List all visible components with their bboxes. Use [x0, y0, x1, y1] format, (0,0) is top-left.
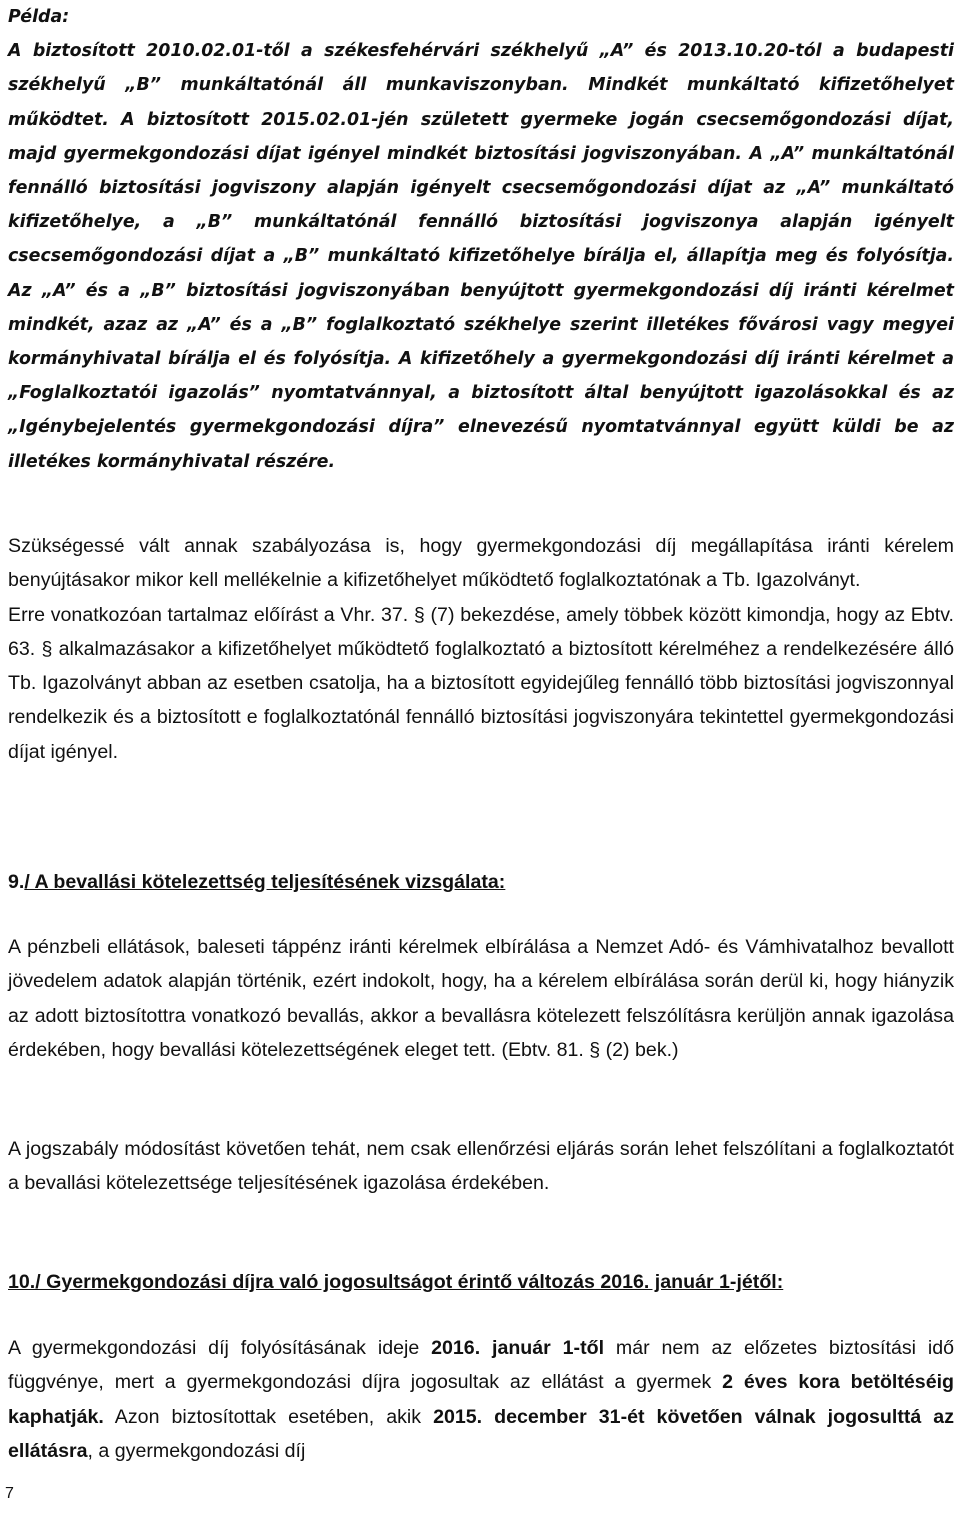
section-tb-igazolvany: [8, 529, 954, 769]
s10-text-2: már nem az előzetes biztosítási idő függvénye, mert a gyermekgondozási díjra jogosultak az ellátást a gyermek: [8, 1337, 954, 1394]
section-10-title: 10./ Gyermekgondozási díjra való jogosultságot érintő változás 2016. január 1-jétől:: [8, 1271, 784, 1293]
section-9-heading: [8, 865, 954, 899]
example-text: A biztosított 2010.02.01-től a székesfehérvári székhelyű „A” és 2013.10.20-tól a budapesti székhelyű „B” munkáltatónál áll munkaviszonyban. Mindkét munkáltató kifizetőhelyet működtet. A biztosított 2015.02.01-jén született gyermeke jogán csecsemőgondozási díjat, majd gyermekgondozási díjat igényel mindkét biztosítási jogviszonyában. A „A” munkáltatónál fennálló biztosítási jogviszony alapján igényelt csecsemőgondozási díjat az „A” munkáltató kifizetőhelye, a „B” munkáltatónál fennálló biztosítási jogviszonya alapján igényelt csecsemőgondozási díjat a „B” munkáltató kifizetőhelye bírálja el, állapítja meg és folyósítja. Az „A” és a „B” biztosítási jogviszonyában benyújtott gyermekgondozási díj iránti kérelmet mindkét, azaz az „A” és a „B” foglalkoztató székhelye szerint illetékes fővárosi vagy megyei kormányhivatal bírálja el és folyósítja. A kifizetőhely a gyermekgondozási díj iránti kérelmet a „Foglalkoztatói igazolás” nyomtatvánnyal, a biztosított által benyújtott igazolásokkal és az „Igénybejelentés gyermekgondozási díjra” elnevezésű nyomtatvánnyal együtt küldi be az illetékes kormányhivatal részére.: [8, 41, 954, 472]
paragraph-vhr: Erre vonatkozóan tartalmaz előírást a Vhr. 37. § (7) bekezdése, amely többek között kimondja, hogy az Ebtv. 63. § alkalmazásakor a kifizetőhelyet működtető foglalkoztató a biztosított kérelméhez a rendelkezésére álló Tb. Igazolványt abban az esetben csatolja, ha a biztosított egyidejűleg fennálló több biztosítási jogviszonnyal rendelkezik és a biztosított e foglalkoztatónál fennálló biztosítási jogviszonyára tekintettel gyermekgondozási díjat igényel.: [8, 603, 954, 763]
section-9-paragraph-1: A pénzbeli ellátások, baleseti táppénz iránti kérelmek elbírálása a Nemzet Adó- és Vámhivatalhoz bevallott jövedelem adatok alapján történik, ezért indokolt, hogy, ha a kérelem elbírálása során derül ki, hogy hiányzik az adott biztosítottra vonatkozó bevallás, akkor a bevallásra kötelezett felszólításra kerüljön annak igazolása érdekében, hogy bevallási kötelezettségének eleget tett. (Ebtv. 81. § (2) bek.): [8, 936, 954, 1061]
section-10-heading: [8, 1265, 954, 1299]
page-number: 7: [5, 1485, 14, 1502]
example-label: Példa:: [8, 7, 70, 27]
example-block: [8, 0, 954, 479]
section-10-paragraph: [8, 1331, 954, 1468]
section-9-paragraph-2: A jogszabály módosítást követően tehát, nem csak ellenőrzési eljárás során lehet felszólítani a foglalkoztatót a bevallási kötelezettsége teljesítésének igazolása érdekében.: [8, 1138, 954, 1195]
s10-bold-date: 2016. január 1-től: [431, 1337, 605, 1359]
s10-bold-deadline: 2015. december 31-ét követően válnak jogosulttá az ellátásra: [8, 1405, 954, 1462]
s10-text-4: , a gyermekgondozási díj: [87, 1439, 306, 1462]
section-9-title: / A bevallási kötelezettség teljesítésének vizsgálata:: [24, 871, 506, 893]
section-9-number: 9.: [8, 871, 25, 893]
s10-bold-age: 2 éves kora betöltéséig kaphatják.: [8, 1371, 954, 1428]
paragraph-szabalyozas: Szükségessé vált annak szabályozása is, hogy gyermekgondozási díj megállapítása iránti kérelem benyújtásakor mikor kell mellékelnie a kifizetőhelyet működtető foglalkoztatónak a Tb. Igazolványt.: [8, 535, 954, 592]
s10-text-1: A gyermekgondozási díj folyósításának ideje: [8, 1337, 432, 1359]
s10-text-3: Azon biztosítottak esetében, akik: [103, 1405, 434, 1428]
